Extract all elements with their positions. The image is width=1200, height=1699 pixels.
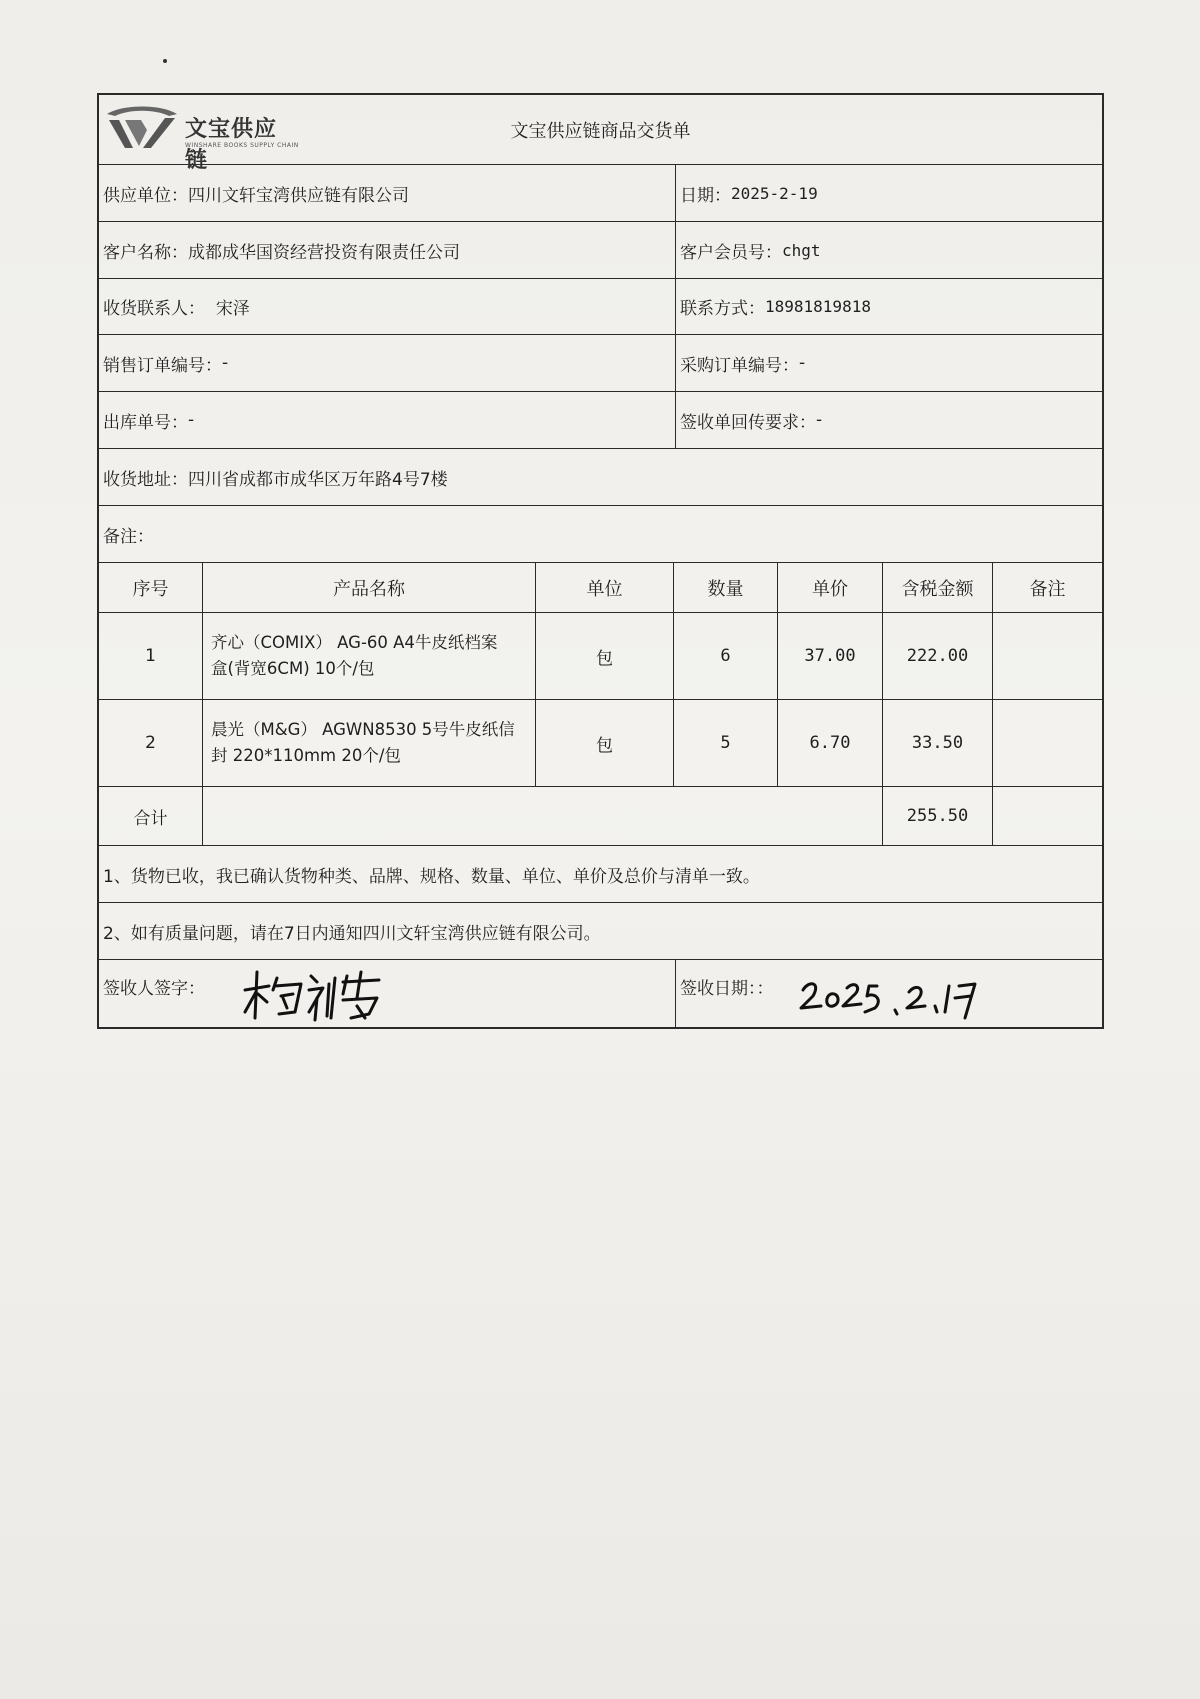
receipt-requirement-value: - — [816, 410, 823, 430]
member-label: 客户会员号： — [680, 242, 782, 263]
product-name-cell — [202, 613, 535, 699]
supplier-label: 供应单位： — [103, 185, 188, 206]
total-remark — [992, 787, 1102, 845]
table-row — [99, 613, 1102, 700]
sales-order-value: - — [222, 353, 229, 373]
note-text: 1、货物已收，我已确认货物种类、品牌、规格、数量、单位、单价及总价与清单一致。 — [103, 866, 760, 887]
contact-field — [103, 279, 673, 334]
total-spacer — [202, 787, 882, 845]
price-cell: 6.70 — [777, 700, 882, 786]
date-field — [675, 165, 1102, 221]
total-amount: 255.50 — [882, 787, 992, 845]
receipt-requirement-field — [675, 392, 1102, 448]
product-name-cell — [202, 700, 535, 786]
order-row — [99, 335, 1102, 392]
handwritten-date — [799, 972, 999, 1028]
remark-cell — [992, 613, 1102, 699]
unit-cell: 包 — [535, 613, 673, 699]
col-header-qty: 数量 — [673, 563, 777, 612]
supplier-field — [103, 165, 673, 221]
product-name-line: 齐心（COMIX） AG-60 A4牛皮纸档案 — [211, 633, 498, 652]
outbound-row — [99, 392, 1102, 449]
product-name-line: 封 220*110mm 20个/包 — [211, 746, 401, 765]
ink-dot — [163, 59, 167, 63]
product-name-line: 晨光（M&G） AGWN8530 5号牛皮纸信 — [211, 720, 515, 739]
member-field — [675, 222, 1102, 278]
receipt-requirement-label: 签收单回传要求： — [680, 412, 816, 433]
outbound-label: 出库单号： — [103, 412, 188, 433]
member-value: chgt — [782, 240, 821, 260]
outbound-value: - — [188, 410, 195, 430]
phone-value: 18981819818 — [765, 297, 871, 316]
col-header-name: 产品名称 — [202, 563, 535, 612]
outbound-field — [103, 392, 673, 448]
remark-row — [99, 506, 1102, 563]
customer-field — [103, 222, 673, 278]
address-field — [103, 449, 1102, 505]
purchase-order-value: - — [799, 353, 806, 373]
address-label: 收货地址： — [103, 469, 188, 490]
row-no: 1 — [145, 646, 156, 666]
document-title: 文宝供应链商品交货单 — [510, 121, 691, 142]
contact-value: 宋泽 — [215, 299, 250, 319]
signer-label: 签收人签字： — [103, 979, 205, 999]
total-row — [99, 787, 1102, 846]
sign-date-label: 签收日期：： — [680, 979, 774, 999]
price-cell: 37.00 — [777, 613, 882, 699]
product-name-line: 盒(背宽6CM) 10个/包 — [211, 659, 375, 678]
qty-cell: 5 — [673, 700, 777, 786]
logo-subtitle: WINSHARE BOOKS SUPPLY CHAIN — [185, 142, 299, 149]
logo-text: 文宝供应链 — [185, 117, 278, 173]
table-header-row — [99, 563, 1102, 613]
customer-label: 客户名称： — [103, 242, 188, 263]
remark-field — [103, 506, 1102, 562]
remark-cell — [992, 700, 1102, 786]
contact-label: 收货联系人： — [103, 299, 205, 319]
table-row — [99, 700, 1102, 787]
col-header-unit: 单位 — [535, 563, 673, 612]
note-row — [99, 903, 1102, 960]
purchase-order-label: 采购订单编号： — [680, 355, 799, 376]
date-label: 日期： — [680, 185, 731, 206]
col-header-no: 序号 — [132, 578, 169, 600]
note-row — [99, 846, 1102, 903]
contact-row — [99, 279, 1102, 335]
signature-row — [99, 960, 1102, 1027]
remark-label: 备注： — [103, 526, 154, 547]
customer-value: 成都成华国资经营投资有限责任公司 — [188, 242, 460, 263]
address-row — [99, 449, 1102, 506]
row-no: 2 — [145, 733, 156, 753]
sales-order-field — [103, 335, 673, 391]
address-value: 四川省成都市成华区万年路4号7楼 — [188, 469, 448, 490]
customer-row — [99, 222, 1102, 279]
unit-cell: 包 — [535, 700, 673, 786]
phone-field — [675, 279, 1102, 334]
col-header-amount: 含税金额 — [882, 563, 992, 612]
note-text: 2、如有质量问题，请在7日内通知四川文轩宝湾供应链有限公司。 — [103, 923, 601, 944]
col-header-remark: 备注 — [992, 563, 1102, 612]
purchase-order-field — [675, 335, 1102, 391]
qty-cell: 6 — [673, 613, 777, 699]
amount-cell: 222.00 — [882, 613, 992, 699]
amount-cell: 33.50 — [882, 700, 992, 786]
col-header-price: 单价 — [777, 563, 882, 612]
total-label: 合计 — [133, 808, 168, 829]
phone-label: 联系方式： — [680, 299, 765, 319]
handwritten-signature — [239, 968, 389, 1024]
date-value: 2025-2-19 — [731, 183, 818, 203]
sales-order-label: 销售订单编号： — [103, 355, 222, 376]
supplier-value: 四川文轩宝湾供应链有限公司 — [188, 185, 409, 206]
delivery-note-form — [97, 93, 1104, 1029]
header-row — [99, 95, 1102, 173]
supplier-row — [99, 165, 1102, 222]
